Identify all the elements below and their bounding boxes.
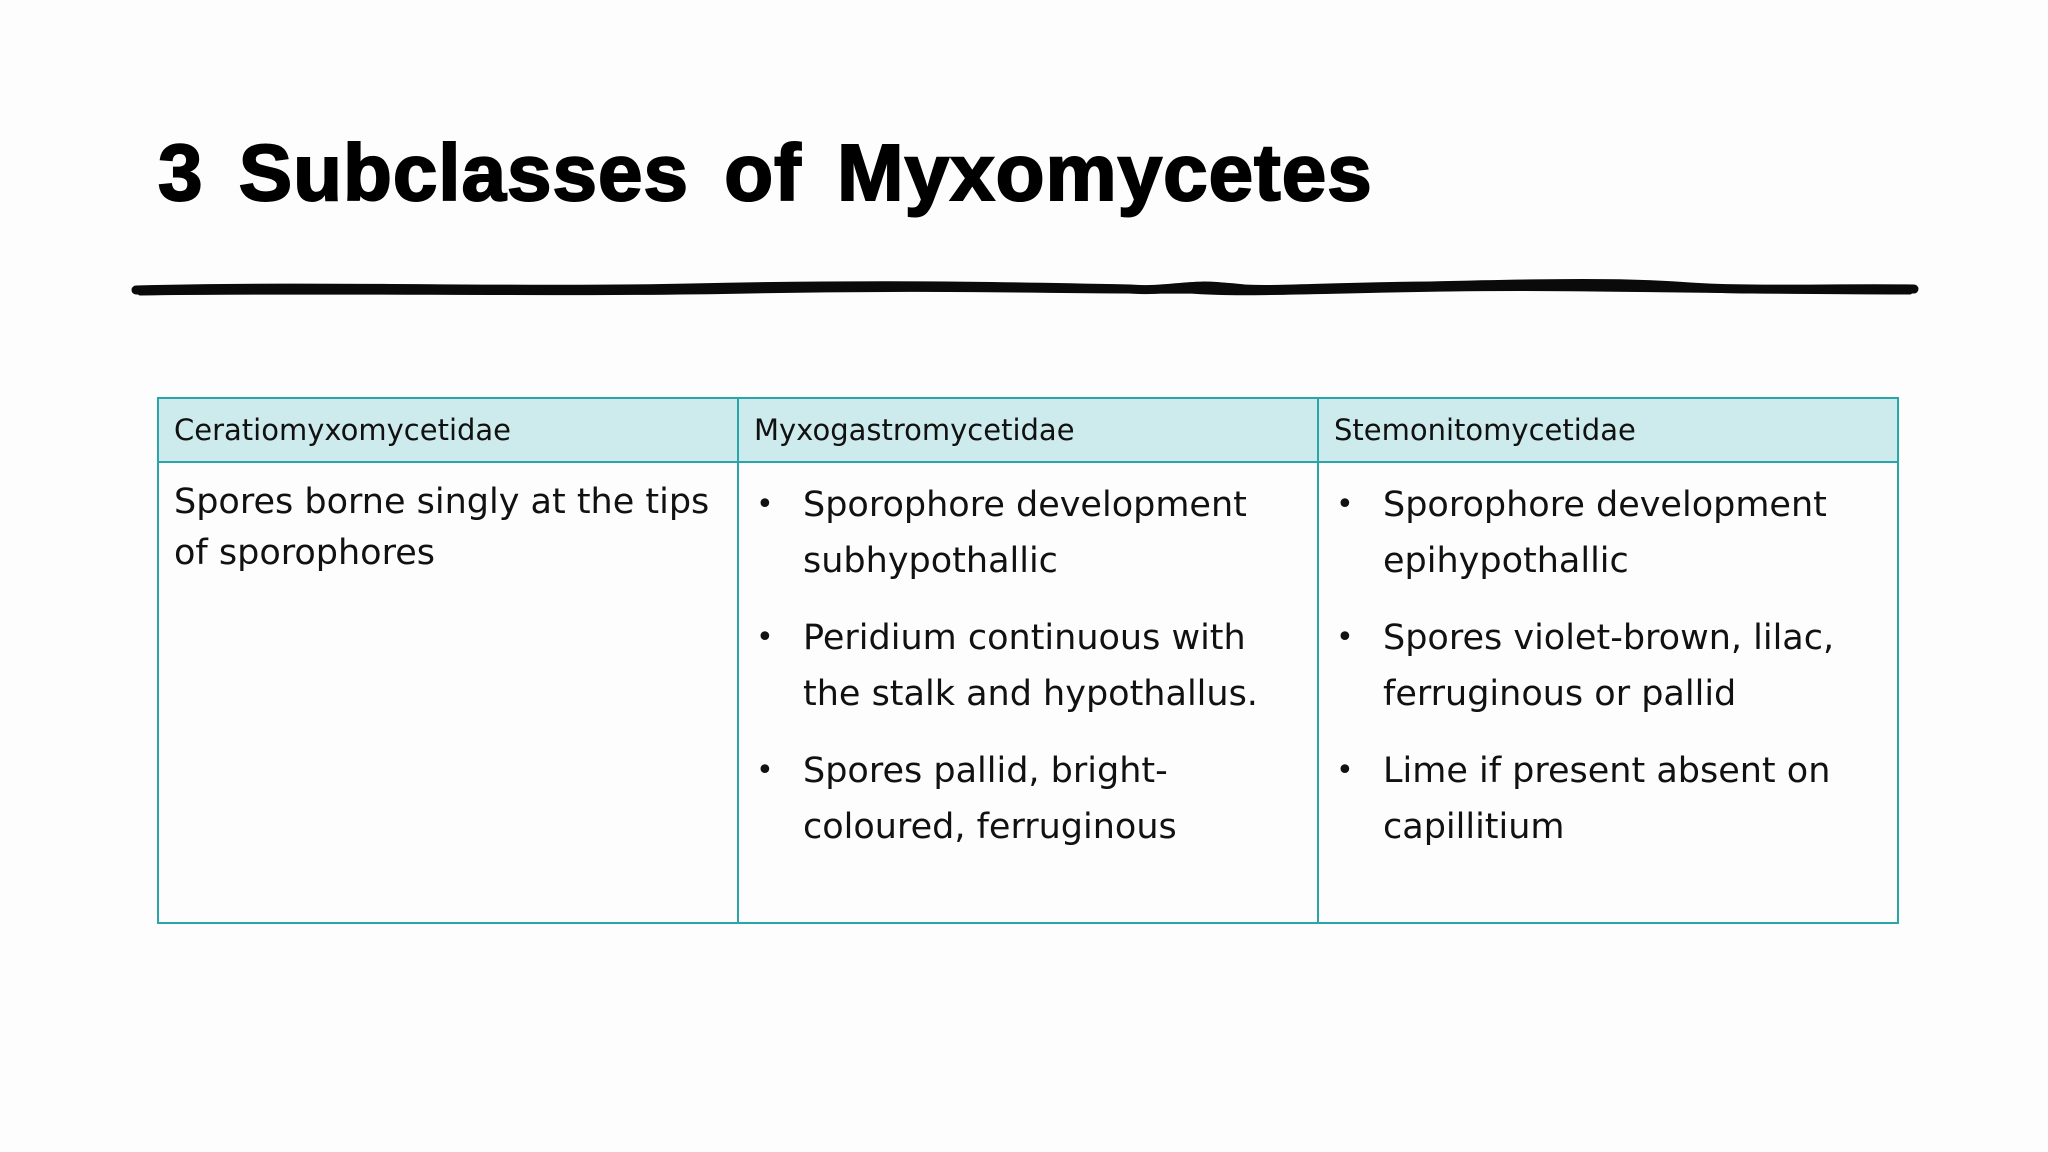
list-item <box>1334 743 1882 855</box>
myxogastromycetidae-bullets <box>754 477 1302 855</box>
list-item <box>754 477 1302 589</box>
list-item-text: Lime if present absent on capillitium <box>1383 751 1831 847</box>
title-underline-brush-stroke <box>130 268 1920 308</box>
cell-stemonitomycetidae <box>1318 462 1898 923</box>
header-ceratiomyxomycetidae: Ceratiomyxomycetidae <box>158 398 738 462</box>
ceratiomyxomycetidae-description: Spores borne singly at the tips of sporophores <box>174 482 710 573</box>
cell-myxogastromycetidae <box>738 462 1318 923</box>
header-stemonitomycetidae: Stemonitomycetidae <box>1318 398 1898 462</box>
bullet-icon: • <box>1336 487 1354 522</box>
list-item-text: Sporophore development epihypothallic <box>1383 485 1827 581</box>
list-item-text: Spores pallid, bright-coloured, ferruginous <box>803 751 1177 847</box>
list-item <box>1334 610 1882 722</box>
bullet-icon: • <box>756 487 774 522</box>
list-item-text: Spores violet-brown, lilac, ferruginous or pallid <box>1383 618 1835 714</box>
list-item <box>1334 477 1882 589</box>
slide-title: 3 Subclasses of Myxomycetes <box>158 128 1373 217</box>
list-item <box>754 743 1302 855</box>
subclasses-table <box>157 397 1899 924</box>
bullet-icon: • <box>1336 620 1354 655</box>
list-item-text: Peridium continuous with the stalk and hypothallus. <box>803 618 1258 714</box>
stemonitomycetidae-bullets <box>1334 477 1882 855</box>
header-myxogastromycetidae: Myxogastromycetidae <box>738 398 1318 462</box>
bullet-icon: • <box>1336 753 1354 788</box>
bullet-icon: • <box>756 620 774 655</box>
list-item-text: Sporophore development subhypothallic <box>803 485 1247 581</box>
table-row <box>158 462 1898 923</box>
bullet-icon: • <box>756 753 774 788</box>
cell-ceratiomyxomycetidae <box>158 462 738 923</box>
table-header-row <box>158 398 1898 462</box>
list-item <box>754 610 1302 722</box>
